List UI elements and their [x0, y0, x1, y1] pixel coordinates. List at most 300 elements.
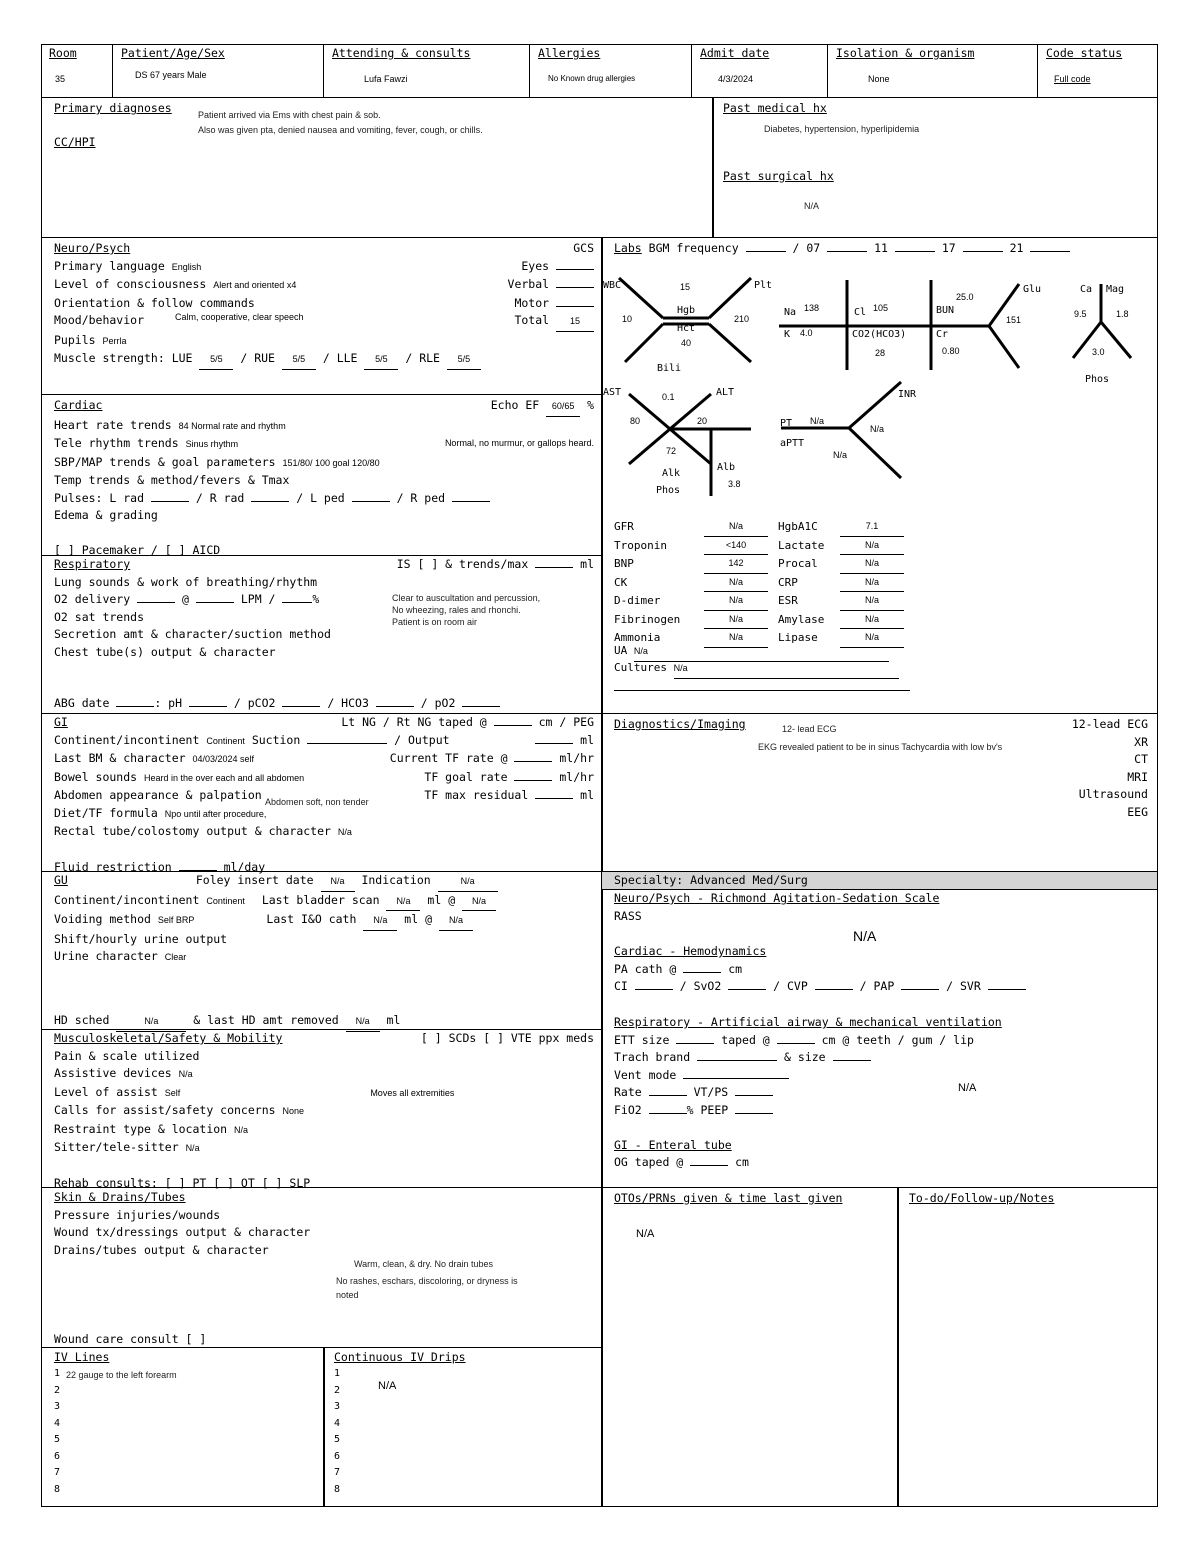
fib-value[interactable]: N/a [704, 611, 768, 630]
iv-line-1[interactable]: 1 [54, 1368, 61, 1379]
alb-label: Alb [717, 462, 736, 473]
pco2-label: / pCO2 [233, 696, 276, 710]
iv-line-1-value[interactable]: 22 gauge to the left forearm [66, 1370, 177, 1380]
io-value[interactable]: N/a [363, 912, 397, 931]
og-label: OG taped @ [614, 1155, 684, 1169]
cbc-line-6 [709, 324, 751, 362]
ett-teeth-label: cm @ teeth / gum / lip [821, 1032, 974, 1047]
tbili-value[interactable]: 0.1 [662, 392, 675, 402]
output-field[interactable] [535, 732, 573, 744]
suction-field[interactable] [307, 732, 387, 744]
trach-size-field[interactable] [833, 1049, 871, 1061]
tf-max-field[interactable] [535, 787, 573, 799]
coag-line-2 [849, 382, 901, 428]
k-label: K [784, 329, 791, 340]
bm-value[interactable]: 04/03/2024 self [192, 754, 255, 764]
io-at[interactable]: N/a [439, 912, 473, 931]
phos-value[interactable]: 3.0 [1092, 347, 1105, 357]
alt-value[interactable]: 20 [697, 416, 708, 426]
ett-taped-field[interactable] [777, 1032, 815, 1044]
verbal-label: Verbal [507, 277, 550, 291]
svr-label: / SVR [946, 979, 981, 993]
peg-label: cm / PEG [538, 715, 594, 729]
lung-label: Lung sounds & work of breathing/rhythm [54, 574, 318, 589]
cc-hpi-label: CC/HPI [54, 135, 96, 149]
cultures-row [614, 659, 899, 679]
o2-rate-field[interactable] [196, 591, 234, 603]
diag-item-5[interactable]: Ultrasound [1078, 787, 1148, 801]
vent-field[interactable] [683, 1067, 789, 1079]
vent-label: Vent mode [614, 1067, 677, 1082]
resp-note-1[interactable]: Clear to auscultation and percussion, [392, 593, 541, 603]
iv-line-5[interactable]: 5 [54, 1434, 61, 1445]
resp-note-2[interactable]: No wheezing, rales and rhonchi. [392, 605, 521, 615]
pmh-value[interactable]: Diabetes, hypertension, hyperlipidemia [764, 124, 920, 134]
hgb-label: Hgb [677, 305, 696, 316]
gu-cont-value[interactable]: Continent [206, 895, 245, 906]
lab-extra-line [614, 690, 910, 691]
iv-drip-6[interactable]: 6 [334, 1450, 341, 1462]
total-label: Total [514, 313, 550, 327]
lab-row [614, 555, 904, 574]
cl-value[interactable]: 105 [873, 303, 889, 313]
plt-value[interactable]: 210 [734, 314, 750, 324]
a1c-value[interactable]: 7.1 [840, 518, 904, 537]
lipase-value[interactable]: N/a [840, 629, 904, 648]
gfr-value[interactable]: N/a [704, 518, 768, 537]
a1c-label: HgbA1C [778, 520, 818, 533]
bowel-value[interactable]: Heard in the over each and all abdomen [144, 772, 305, 783]
lab-row [614, 611, 904, 630]
iv-drip-1[interactable]: 1 [334, 1368, 341, 1379]
diag-list [1072, 716, 1148, 821]
rate-label: Rate [614, 1085, 642, 1099]
code-label: Code status [1046, 46, 1123, 60]
isolation-value[interactable]: None [868, 74, 890, 84]
urine-value[interactable]: Clear [164, 952, 187, 962]
mag-label: Mag [1106, 284, 1125, 295]
lab-diagrams [601, 258, 1158, 518]
glu-value[interactable]: 151 [1006, 315, 1022, 325]
tele-note[interactable]: Normal, no murmur, or gallops heard. [444, 438, 594, 448]
bladder-ml: ml [427, 892, 442, 907]
abg-date-field[interactable] [116, 695, 154, 707]
assist-dev-value[interactable]: N/a [178, 1069, 193, 1079]
allergies-value[interactable]: No Known drug allergies [548, 74, 636, 83]
lactate-value[interactable]: N/a [840, 537, 904, 556]
lipase-label: Lipase [778, 631, 818, 644]
ci-field[interactable] [635, 978, 673, 990]
diag-item-1[interactable]: 12-lead ECG [1071, 717, 1148, 731]
iv-drip-4[interactable]: 4 [334, 1417, 341, 1429]
admit-label: Admit date [700, 46, 770, 60]
peep-field[interactable] [735, 1102, 773, 1114]
ua-value[interactable]: N/a [634, 643, 889, 662]
pap-field[interactable] [901, 978, 939, 990]
fluid-unit: ml/day [223, 860, 266, 874]
iv-line-4[interactable]: 4 [54, 1417, 61, 1429]
echo-label: Echo EF [490, 398, 540, 412]
mag-value[interactable]: 1.8 [1116, 309, 1129, 319]
io-label: Last I&O cath [266, 912, 357, 926]
allergies-cell [530, 44, 692, 98]
iv-line-3[interactable]: 3 [54, 1401, 61, 1412]
bnp-value[interactable]: 142 [704, 555, 768, 574]
room-cell [41, 44, 113, 98]
level-value[interactable]: Self [164, 1087, 181, 1098]
pmh-label: Past medical hx [723, 101, 827, 115]
todo-title: To-do/Follow-up/Notes [909, 1191, 1055, 1205]
vtps-field[interactable] [735, 1084, 773, 1096]
l-rad-field[interactable] [151, 490, 189, 502]
gcs-label: GCS [573, 241, 594, 255]
admit-value[interactable]: 4/3/2024 [718, 74, 754, 84]
drips-value[interactable]: N/A [378, 1380, 397, 1392]
pt-label: PT [780, 418, 793, 429]
rectal-value[interactable]: N/a [337, 827, 352, 837]
bgm-11: 11 [874, 241, 888, 255]
rehab-checkboxes[interactable]: Rehab consults: [ ] PT [ ] OT [ ] SLP [54, 1176, 311, 1190]
airway-value[interactable]: N/A [958, 1082, 977, 1094]
hr-value[interactable]: 84 Normal rate and rhythm [178, 420, 286, 431]
eyes-field[interactable] [556, 258, 594, 270]
po2-label: / pO2 [420, 696, 456, 710]
code-value[interactable]: Full code [1054, 74, 1091, 84]
diag-ecg-note[interactable]: 12- lead ECG [782, 724, 837, 734]
ca-label: Ca [1080, 284, 1093, 295]
ci-label: CI [614, 979, 628, 993]
gu-title: GU [54, 873, 68, 887]
tele-value[interactable]: Sinus rhythm [185, 439, 239, 449]
alk-value[interactable]: 72 [666, 446, 677, 456]
is-label: IS [ ] & trends/max [396, 557, 529, 571]
rle-value[interactable]: 5/5 [447, 351, 481, 370]
lab-row [614, 518, 904, 537]
pa-cm: cm [728, 961, 743, 976]
hct-value[interactable]: 40 [681, 338, 692, 348]
iv-divider [323, 1348, 325, 1507]
bladder-value[interactable]: N/a [386, 893, 420, 912]
ck-label: CK [614, 575, 628, 589]
cbc-line-5 [709, 278, 751, 318]
tf-goal-field[interactable] [514, 769, 552, 781]
bgm-21-field[interactable] [1030, 240, 1070, 252]
og-field[interactable] [690, 1154, 728, 1166]
inr-label: INR [898, 389, 917, 400]
drains-label: Drains/tubes output & character [54, 1242, 269, 1257]
esr-label: ESR [778, 594, 798, 607]
assist-dev-label: Assistive devices [54, 1066, 172, 1080]
attending-label: Attending & consults [332, 46, 471, 60]
diag-item-2[interactable]: XR [1134, 734, 1148, 749]
alk-phos-label: Phos [656, 485, 681, 496]
gfr-label: GFR [614, 520, 634, 533]
restraint-value[interactable]: N/a [234, 1124, 249, 1135]
bladder-at[interactable]: N/a [462, 893, 496, 912]
glu-label: Glu [1023, 284, 1042, 295]
otos-value[interactable]: N/A [636, 1228, 655, 1240]
lle-value[interactable]: 5/5 [364, 351, 398, 370]
skin-title: Skin & Drains/Tubes [54, 1190, 186, 1204]
echo-value[interactable]: 60/65 [546, 398, 580, 417]
edema-label: Edema & grading [54, 508, 158, 522]
pa-field[interactable] [683, 961, 721, 973]
bgm-11-field[interactable] [895, 240, 935, 252]
shift-label: Shift/hourly urine output [54, 931, 228, 946]
lue-value[interactable]: 5/5 [199, 351, 233, 370]
lpm-label: LPM / [240, 592, 276, 606]
urine-label: Urine character [54, 949, 158, 963]
pressure-label: Pressure injuries/wounds [54, 1207, 221, 1222]
iv-line-2[interactable]: 2 [54, 1384, 61, 1396]
ddimer-label: D-dimer [614, 594, 661, 607]
moves-value[interactable]: Moves all extremities [370, 1087, 455, 1098]
bun-value[interactable]: 25.0 [956, 292, 974, 302]
skin-note-1[interactable]: Warm, clean, & dry. No drain tubes [354, 1259, 494, 1269]
allergies-label: Allergies [538, 46, 601, 60]
tf-max-ml: ml [580, 788, 594, 802]
gi-title: GI [54, 715, 68, 729]
tf-rate-unit: ml/hr [559, 751, 594, 765]
po2-field[interactable] [462, 695, 500, 707]
ng-field[interactable] [494, 714, 532, 726]
plt-label: Plt [754, 280, 773, 291]
pupils-label: Pupils [54, 332, 96, 347]
lactate-label: Lactate [778, 538, 825, 552]
tf-max-label: TF max residual [424, 788, 529, 802]
airway-title: Respiratory - Artificial airway & mechanical ventilation [614, 1015, 1002, 1029]
o2-field[interactable] [137, 591, 175, 603]
diag-item-3[interactable]: CT [1134, 752, 1148, 766]
ph-label: : pH [154, 696, 183, 710]
hct-label: Hct [677, 323, 696, 334]
cardiac-title: Cardiac [54, 398, 103, 412]
bgm-field[interactable] [746, 240, 786, 252]
diet-label: Diet/TF formula [54, 805, 158, 820]
bgm-17-field[interactable] [963, 240, 1003, 252]
attending-cell [324, 44, 530, 98]
wbc-label: WBC [603, 280, 622, 291]
fio2-field[interactable] [282, 591, 312, 603]
wbc-value[interactable]: 10 [622, 314, 633, 324]
gcs-total[interactable]: 15 [556, 313, 594, 332]
foley-value[interactable]: N/a [321, 873, 355, 892]
verbal-field[interactable] [556, 276, 594, 288]
pacemaker-checkbox[interactable]: [ ] Pacemaker / [ ] AICD [54, 543, 221, 557]
gi-cont-value[interactable]: Continent [206, 735, 245, 746]
svo2-field[interactable] [728, 978, 766, 990]
abg-row [54, 695, 500, 713]
motor-field[interactable] [556, 295, 594, 307]
pupils-value[interactable]: Perrla [102, 335, 127, 346]
pt-value[interactable]: N/a [810, 416, 825, 426]
cr-value[interactable]: 0.80 [942, 346, 960, 356]
fluid-field[interactable] [179, 859, 217, 871]
bgm-label: BGM frequency [648, 241, 739, 255]
hd-removed-value[interactable]: N/a [346, 1013, 380, 1032]
isolation-cell [828, 44, 1038, 98]
ammonia-value[interactable]: N/a [704, 629, 768, 648]
code-cell [1038, 44, 1158, 98]
iv-drip-8[interactable]: 8 [334, 1483, 341, 1495]
rate-field[interactable] [649, 1084, 687, 1096]
k-value[interactable]: 4.0 [800, 328, 813, 338]
amylase-value[interactable]: N/a [840, 611, 904, 630]
fib-label: Fibrinogen [614, 612, 681, 626]
hd-removed-label: & last HD amt removed [193, 1013, 339, 1027]
ast-value[interactable]: 80 [630, 416, 641, 426]
hpi-line-2[interactable]: Also was given pta, denied nausea and vomiting, fever, cough, or chills. [198, 125, 483, 135]
lang-value[interactable]: English [171, 261, 202, 272]
lab-row [614, 592, 904, 611]
mood-value[interactable]: Calm, cooperative, clear speech [174, 312, 304, 322]
r-rad-field[interactable] [251, 490, 289, 502]
pco2-field[interactable] [282, 695, 320, 707]
voiding-label: Voiding method [54, 912, 151, 926]
iv-line-7[interactable]: 7 [54, 1467, 61, 1478]
procal-value[interactable]: N/a [840, 555, 904, 574]
bladder-label: Last bladder scan [261, 892, 380, 907]
scd-checkboxes[interactable]: [ ] SCDs [ ] VTE ppx meds [420, 1031, 594, 1045]
specialty-title: Specialty: Advanced Med/Surg [614, 873, 808, 887]
calls-value[interactable]: None [282, 1106, 305, 1116]
esr-value[interactable]: N/a [840, 592, 904, 611]
amylase-label: Amylase [778, 612, 825, 626]
pain-label: Pain & scale utilized [54, 1048, 200, 1063]
iv-drip-7[interactable]: 7 [334, 1467, 341, 1478]
rue-label: / RUE [240, 351, 275, 365]
output-ml: ml [580, 732, 594, 747]
psh-value[interactable]: N/A [804, 201, 820, 211]
tf-goal-unit: ml/hr [559, 769, 594, 784]
o2-pct: % [312, 592, 320, 606]
ett-label: ETT size [614, 1032, 670, 1047]
bgm-21: 21 [1009, 241, 1024, 255]
iv-line-6[interactable]: 6 [54, 1450, 61, 1462]
primary-divider [712, 98, 714, 238]
fio2-vent-field[interactable] [649, 1102, 687, 1114]
iv-drip-2[interactable]: 2 [334, 1384, 341, 1396]
bun-label: BUN [936, 305, 955, 316]
abg-label: ABG date [54, 696, 110, 710]
hgb-value[interactable]: 15 [680, 282, 691, 292]
diag-finding[interactable]: EKG revealed patient to be in sinus Tachycardia with low bv's [758, 742, 1003, 752]
cvp-label: / CVP [773, 979, 808, 993]
hco3-field[interactable] [376, 695, 414, 707]
rass-title: Neuro/Psych - Richmond Agitation-Sedation Scale [614, 891, 940, 905]
cbc-line-4 [625, 324, 663, 362]
aptt-value[interactable]: N/a [833, 450, 848, 460]
diag-item-4[interactable]: MRI [1127, 769, 1148, 784]
iv-line-8[interactable]: 8 [54, 1483, 61, 1495]
indication-value[interactable]: N/a [438, 873, 498, 892]
r-ped-field[interactable] [452, 490, 490, 502]
hpi-line-1[interactable]: Patient arrived via Ems with chest pain & sob. [198, 110, 381, 120]
inr-value[interactable]: N/a [870, 424, 885, 434]
trop-value[interactable]: <140 [704, 537, 768, 556]
cultures-value[interactable]: N/a [674, 660, 899, 679]
primary-dx-label: Primary diagnoses [54, 101, 172, 115]
sbp-value[interactable]: 151/80/ 100 goal 120/80 [282, 457, 380, 468]
ck-value[interactable]: N/a [704, 574, 768, 593]
motor-label: Motor [514, 295, 550, 310]
bgm-17: 17 [941, 241, 956, 255]
iv-drips-title: Continuous IV Drips [334, 1350, 466, 1364]
mood-label: Mood/behavior [54, 313, 145, 327]
l-ped-field[interactable] [352, 490, 390, 502]
patient-value[interactable]: DS 67 years Male [135, 70, 207, 80]
room-value[interactable]: 35 [55, 74, 66, 84]
na-value[interactable]: 138 [804, 303, 820, 313]
crp-label: CRP [778, 575, 798, 589]
peep-label: % PEEP [686, 1102, 729, 1117]
diag-item-6[interactable]: EEG [1127, 804, 1148, 819]
tf-rate-label: Current TF rate @ [389, 751, 508, 765]
bgm-07: / 07 [792, 241, 821, 255]
io-at-label: @ [425, 912, 433, 926]
bgm-07-field[interactable] [827, 240, 867, 252]
rue-value[interactable]: 5/5 [282, 351, 316, 370]
hd-value[interactable]: N/a [116, 1013, 186, 1032]
coag-line-3 [849, 428, 901, 478]
ng-label: Lt NG / Rt NG taped @ [341, 715, 487, 729]
cvp-field[interactable] [815, 978, 853, 990]
iv-drip-5[interactable]: 5 [334, 1434, 341, 1445]
phos-label: Phos [1085, 374, 1110, 385]
otos-title: OTOs/PRNs given & time last given [614, 1191, 843, 1205]
hd-ml: ml [386, 1013, 401, 1027]
resp-note-3[interactable]: Patient is on room air [392, 617, 478, 627]
lab-row [614, 537, 904, 556]
tf-rate-field[interactable] [514, 750, 552, 762]
ett-field[interactable] [676, 1032, 714, 1044]
abd-value[interactable]: Abdomen soft, non tender [265, 797, 369, 807]
og-cm: cm [735, 1155, 749, 1169]
isolation-label: Isolation & organism [836, 46, 975, 60]
aptt-label: aPTT [780, 438, 805, 449]
co2-value[interactable]: 28 [875, 348, 886, 358]
labs-header [614, 240, 1070, 258]
svr-field[interactable] [988, 978, 1026, 990]
iv-drip-3[interactable]: 3 [334, 1401, 341, 1412]
is-field[interactable] [535, 556, 573, 568]
rectal-label: Rectal tube/colostomy output & character [54, 824, 331, 838]
trach-field[interactable] [697, 1049, 777, 1061]
is-ml: ml [580, 557, 594, 571]
procal-label: Procal [778, 557, 818, 570]
ca-mag-line-3 [1101, 322, 1131, 358]
skin-note-2[interactable]: No rashes, eschars, discoloring, or dryness is [336, 1276, 518, 1286]
wound-consult-checkbox[interactable]: Wound care consult [ ] [54, 1332, 207, 1346]
crp-value[interactable]: N/a [840, 574, 904, 593]
io-ml: ml [404, 912, 419, 926]
alt-label: ALT [716, 387, 735, 398]
diet-value[interactable]: Npo until after procedure, [164, 808, 267, 819]
sitter-value[interactable]: N/a [185, 1143, 200, 1153]
neuro-title: Neuro/Psych [54, 241, 131, 255]
rass-label: RASS [614, 908, 642, 923]
rle-label: / RLE [405, 351, 440, 365]
ca-value[interactable]: 9.5 [1074, 309, 1087, 319]
loc-value[interactable]: Alert and oriented x4 [213, 280, 297, 290]
attending-value[interactable]: Lufa Fawzi [364, 74, 408, 84]
alb-value[interactable]: 3.8 [728, 479, 741, 489]
rass-value[interactable]: N/A [853, 928, 877, 944]
ph-field[interactable] [189, 695, 227, 707]
ddimer-value[interactable]: N/a [704, 592, 768, 611]
voiding-value[interactable]: Self BRP [157, 915, 195, 925]
skin-note-3[interactable]: noted [336, 1290, 359, 1300]
